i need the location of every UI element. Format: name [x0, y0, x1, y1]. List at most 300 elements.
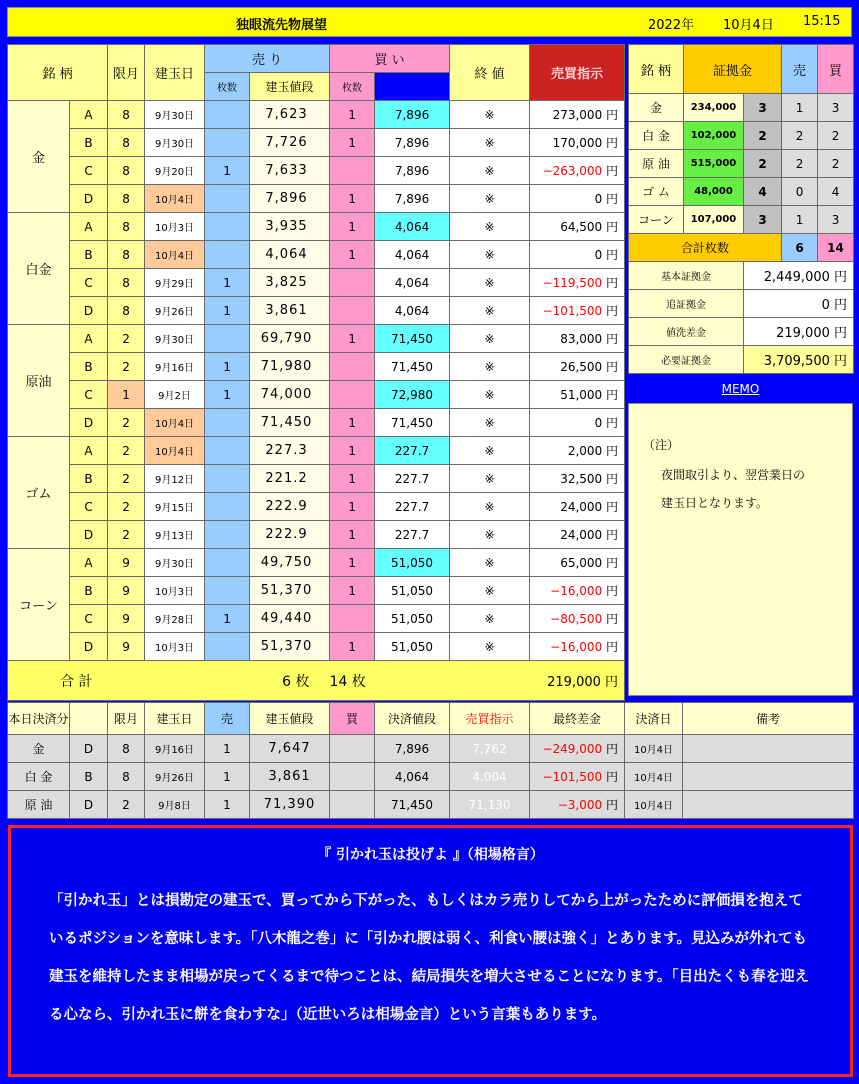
position-diff	[530, 325, 625, 353]
position-mark: ※	[450, 353, 530, 381]
col-kai-maisu: 枚数	[330, 73, 375, 101]
settle-value: 7,896	[375, 735, 450, 763]
positions-table	[7, 44, 625, 701]
col-owarine: 終 値	[450, 45, 530, 101]
total-sell: 6 枚	[145, 661, 330, 701]
position-class: D	[70, 521, 108, 549]
position-mark: ※	[450, 633, 530, 661]
margin-name: 白 金	[629, 122, 684, 150]
position-sell-count: 1	[205, 381, 250, 409]
margin-row	[629, 94, 854, 122]
position-class: C	[70, 605, 108, 633]
position-class: D	[70, 297, 108, 325]
position-diff	[530, 213, 625, 241]
position-price: 51,370	[250, 633, 330, 661]
position-month: 8	[108, 185, 145, 213]
position-class: B	[70, 241, 108, 269]
position-month: 8	[108, 241, 145, 269]
settle-col-1: 限月	[108, 703, 145, 735]
settle-value: 71,450	[375, 791, 450, 819]
position-price: 7,896	[250, 185, 330, 213]
margin-buy: 2	[818, 122, 854, 150]
position-mark: ※	[450, 437, 530, 465]
yen-unit: 円	[606, 472, 619, 486]
settle-sell: 1	[205, 735, 250, 763]
position-buy-count	[330, 157, 375, 185]
position-diff	[530, 605, 625, 633]
position-row	[8, 269, 625, 297]
margin-buy: 4	[818, 178, 854, 206]
settle-col-6: 決済値段	[375, 703, 450, 735]
settle-name: 原 油	[8, 791, 70, 819]
settle-col-kubun	[70, 703, 108, 735]
position-row	[8, 465, 625, 493]
settle-row	[8, 791, 854, 819]
position-close: 7,896	[375, 185, 450, 213]
margin-buy: 2	[818, 150, 854, 178]
yen-unit: 円	[606, 332, 619, 346]
summary-value: 2,449,000 円	[744, 262, 854, 290]
position-sell-count	[205, 409, 250, 437]
position-month: 1	[108, 381, 145, 409]
col-meigara: 銘 柄	[8, 45, 108, 101]
settle-date: 9月16日	[145, 735, 205, 763]
position-close: 4,064	[375, 213, 450, 241]
position-buy-count: 1	[330, 325, 375, 353]
position-diff-value: 273,000	[552, 108, 603, 122]
position-class: A	[70, 325, 108, 353]
position-mark: ※	[450, 157, 530, 185]
position-row	[8, 409, 625, 437]
position-row	[8, 297, 625, 325]
position-month: 9	[108, 577, 145, 605]
header-time: 15:15	[803, 14, 841, 29]
settle-price: 3,861	[250, 763, 330, 791]
position-close: 4,064	[375, 269, 450, 297]
col-tategyokubi: 建玉日	[145, 45, 205, 101]
margin-total-label: 合計枚数	[629, 234, 782, 262]
position-mark: ※	[450, 241, 530, 269]
position-month: 2	[108, 521, 145, 549]
settle-buy	[330, 791, 375, 819]
commodity-name: 金	[8, 101, 70, 213]
position-buy-count: 1	[330, 493, 375, 521]
position-close: 4,064	[375, 241, 450, 269]
position-diff-value: −16,000	[550, 584, 603, 598]
yen-unit: 円	[606, 276, 619, 290]
position-diff-value: 0	[594, 248, 603, 262]
settle-price: 7,647	[250, 735, 330, 763]
yen-unit: 円	[606, 164, 619, 178]
col-uri-maisu: 枚数	[205, 73, 250, 101]
col-uri: 売 り	[205, 45, 330, 73]
position-month: 2	[108, 409, 145, 437]
position-diff	[530, 633, 625, 661]
settle-shiji: 7,762	[450, 735, 530, 763]
yen-unit: 円	[605, 770, 618, 784]
position-mark: ※	[450, 465, 530, 493]
position-diff	[530, 465, 625, 493]
position-mark: ※	[450, 549, 530, 577]
margin-summary-row	[629, 318, 854, 346]
memo-line-1: 夜間取引より、翌営業日の	[661, 468, 806, 482]
position-close: 71,450	[375, 325, 450, 353]
settle-diff-value: −101,500	[542, 770, 603, 784]
settle-shiji: 4,004	[450, 763, 530, 791]
position-diff-value: 0	[594, 192, 603, 206]
position-sell-count: 1	[205, 269, 250, 297]
settle-day: 10月4日	[625, 791, 683, 819]
col-gengetsu: 限月	[108, 45, 145, 101]
position-row	[8, 129, 625, 157]
settle-month: 8	[108, 763, 145, 791]
header-year: 2022年	[648, 18, 695, 33]
position-buy-count: 1	[330, 549, 375, 577]
position-sell-count	[205, 325, 250, 353]
settle-price: 71,390	[250, 791, 330, 819]
position-row	[8, 549, 625, 577]
position-date: 9月13日	[145, 521, 205, 549]
col-baibai-shiji: 売買指示	[530, 45, 625, 101]
margin-row	[629, 178, 854, 206]
margin-row	[629, 122, 854, 150]
margin-amount: 515,000	[684, 150, 744, 178]
margin-sell: 1	[782, 206, 818, 234]
position-class: C	[70, 157, 108, 185]
margin-row	[629, 150, 854, 178]
yen-unit: 円	[606, 500, 619, 514]
margin-amount: 234,000	[684, 94, 744, 122]
settle-col-7: 売買指示	[450, 703, 530, 735]
commodity-name: コーン	[8, 549, 70, 661]
position-month: 2	[108, 465, 145, 493]
settle-col-3: 売	[205, 703, 250, 735]
position-month: 9	[108, 633, 145, 661]
position-class: C	[70, 269, 108, 297]
position-price: 227.3	[250, 437, 330, 465]
position-close: 7,896	[375, 101, 450, 129]
position-month: 8	[108, 297, 145, 325]
position-diff	[530, 409, 625, 437]
margin-total-buy: 14	[818, 234, 854, 262]
memo-link-label[interactable]: MEMO	[721, 382, 760, 396]
position-buy-count	[330, 353, 375, 381]
position-close: 227.7	[375, 465, 450, 493]
position-price: 69,790	[250, 325, 330, 353]
position-row	[8, 437, 625, 465]
yen-unit: 円	[606, 136, 619, 150]
settle-col-8: 最終差金	[530, 703, 625, 735]
position-price: 4,064	[250, 241, 330, 269]
position-diff	[530, 269, 625, 297]
position-mark: ※	[450, 605, 530, 633]
margin-amount: 102,000	[684, 122, 744, 150]
position-row	[8, 605, 625, 633]
position-diff-value: −80,500	[550, 612, 603, 626]
position-diff	[530, 353, 625, 381]
settle-col-10: 備考	[683, 703, 854, 735]
position-close: 71,450	[375, 409, 450, 437]
memo-line-2: 建玉日となります。	[661, 496, 769, 510]
summary-value: 219,000 円	[744, 318, 854, 346]
margin-multiplier: 2	[744, 150, 782, 178]
position-diff-value: 83,000	[560, 332, 603, 346]
position-diff-value: 64,500	[560, 220, 603, 234]
position-class: B	[70, 577, 108, 605]
position-close: 51,050	[375, 577, 450, 605]
settle-date: 9月26日	[145, 763, 205, 791]
position-diff	[530, 129, 625, 157]
position-row	[8, 241, 625, 269]
position-month: 2	[108, 325, 145, 353]
settle-date: 9月8日	[145, 791, 205, 819]
margin-sell: 1	[782, 94, 818, 122]
settle-value: 4,064	[375, 763, 450, 791]
position-mark: ※	[450, 269, 530, 297]
position-mark: ※	[450, 409, 530, 437]
yen-unit: 円	[605, 742, 618, 756]
settle-day: 10月4日	[625, 763, 683, 791]
position-price: 7,726	[250, 129, 330, 157]
position-diff-value: 26,500	[560, 360, 603, 374]
position-date: 9月16日	[145, 353, 205, 381]
position-buy-count: 1	[330, 437, 375, 465]
position-date: 10月4日	[145, 241, 205, 269]
position-month: 8	[108, 269, 145, 297]
position-buy-count	[330, 297, 375, 325]
position-diff	[530, 549, 625, 577]
position-date: 9月20日	[145, 157, 205, 185]
position-class: A	[70, 437, 108, 465]
margin-multiplier: 4	[744, 178, 782, 206]
settle-note	[683, 791, 854, 819]
position-date: 9月30日	[145, 129, 205, 157]
position-diff	[530, 101, 625, 129]
settle-col-2: 建玉日	[145, 703, 205, 735]
position-close: 72,980	[375, 381, 450, 409]
col-kai: 買 い	[330, 45, 450, 73]
position-date: 9月30日	[145, 325, 205, 353]
margin-buy: 3	[818, 94, 854, 122]
position-class: C	[70, 381, 108, 409]
position-sell-count	[205, 213, 250, 241]
settle-month: 2	[108, 791, 145, 819]
settle-class: D	[70, 791, 108, 819]
position-class: C	[70, 493, 108, 521]
position-close: 227.7	[375, 437, 450, 465]
position-class: D	[70, 409, 108, 437]
position-price: 3,861	[250, 297, 330, 325]
yen-unit: 円	[605, 798, 618, 812]
position-sell-count	[205, 129, 250, 157]
position-row	[8, 353, 625, 381]
total-label: 合 計	[8, 661, 145, 701]
yen-unit: 円	[606, 248, 619, 262]
margin-total-sell: 6	[782, 234, 818, 262]
settle-note	[683, 735, 854, 763]
position-buy-count	[330, 605, 375, 633]
position-date: 9月15日	[145, 493, 205, 521]
position-price: 51,370	[250, 577, 330, 605]
settle-shiji: 71,130	[450, 791, 530, 819]
position-mark: ※	[450, 577, 530, 605]
settle-diff	[530, 735, 625, 763]
proverb-body: 「引かれ玉」とは損勘定の建玉で、買ってから下がった、もしくはカラ売りしてから上がったために評価損を抱えているポジションを意味します。「八木龍之巻」に「引かれ腰は弱く、利食い腰は強く」とあります。見込みが外れても建玉を維持したまま相場が戻ってくるまで待つことは、結局損失を増大させることになります。「目出たくも春を迎える心なら、引かれ玉に餅を食わすな」（近世いろは相場金言）という言葉もあります。	[49, 893, 810, 1023]
position-month: 9	[108, 605, 145, 633]
settle-row	[8, 763, 854, 791]
proverb-panel	[8, 825, 853, 1077]
memo-panel	[628, 403, 853, 696]
position-row	[8, 157, 625, 185]
margin-multiplier: 3	[744, 94, 782, 122]
margin-col-meigara: 銘 柄	[629, 45, 684, 94]
commodity-name: 原油	[8, 325, 70, 437]
position-date: 9月2日	[145, 381, 205, 409]
yen-unit: 円	[606, 304, 619, 318]
margin-summary-row	[629, 346, 854, 374]
position-close: 51,050	[375, 633, 450, 661]
summary-label: 必要証拠金	[629, 346, 744, 374]
position-price: 7,633	[250, 157, 330, 185]
settle-diff	[530, 791, 625, 819]
position-buy-count: 1	[330, 185, 375, 213]
position-month: 2	[108, 437, 145, 465]
settlement-table	[7, 702, 854, 819]
yen-unit: 円	[606, 612, 619, 626]
position-month: 8	[108, 129, 145, 157]
position-close: 7,896	[375, 157, 450, 185]
margin-name: コーン	[629, 206, 684, 234]
position-class: B	[70, 465, 108, 493]
position-diff	[530, 521, 625, 549]
position-price: 49,750	[250, 549, 330, 577]
margin-amount: 48,000	[684, 178, 744, 206]
proverb-title: 『 引かれ玉は投げよ 』（相場格言）	[317, 847, 544, 863]
position-sell-count	[205, 241, 250, 269]
position-month: 2	[108, 353, 145, 381]
settle-class: D	[70, 735, 108, 763]
position-diff-value: 65,000	[560, 556, 603, 570]
position-date: 9月12日	[145, 465, 205, 493]
position-sell-count	[205, 493, 250, 521]
position-class: B	[70, 129, 108, 157]
position-mark: ※	[450, 101, 530, 129]
margin-name: 原 油	[629, 150, 684, 178]
position-diff-value: −101,500	[542, 304, 603, 318]
position-price: 222.9	[250, 493, 330, 521]
position-month: 8	[108, 157, 145, 185]
position-row	[8, 577, 625, 605]
position-row	[8, 633, 625, 661]
yen-unit: 円	[606, 220, 619, 234]
settle-sell: 1	[205, 791, 250, 819]
position-sell-count	[205, 437, 250, 465]
position-close: 4,064	[375, 297, 450, 325]
position-buy-count	[330, 381, 375, 409]
position-date: 10月3日	[145, 633, 205, 661]
commodity-name: ゴム	[8, 437, 70, 549]
position-price: 7,623	[250, 101, 330, 129]
settle-name: 白 金	[8, 763, 70, 791]
margin-col-uri: 売	[782, 45, 818, 94]
position-date: 10月4日	[145, 409, 205, 437]
memo-link[interactable]	[628, 379, 853, 401]
total-diff: 219,000 円	[450, 661, 625, 701]
position-row	[8, 381, 625, 409]
position-buy-count: 1	[330, 577, 375, 605]
position-sell-count	[205, 185, 250, 213]
summary-label: 値洗差金	[629, 318, 744, 346]
position-class: B	[70, 353, 108, 381]
position-date: 10月3日	[145, 213, 205, 241]
margin-name: ゴ ム	[629, 178, 684, 206]
settle-sell: 1	[205, 763, 250, 791]
margin-row	[629, 206, 854, 234]
settle-col-4: 建玉値段	[250, 703, 330, 735]
position-row	[8, 101, 625, 129]
position-close: 7,896	[375, 129, 450, 157]
position-row	[8, 521, 625, 549]
margin-buy: 3	[818, 206, 854, 234]
yen-unit: 円	[606, 360, 619, 374]
position-buy-count: 1	[330, 101, 375, 129]
position-price: 3,935	[250, 213, 330, 241]
position-close: 51,050	[375, 605, 450, 633]
margin-multiplier: 3	[744, 206, 782, 234]
position-close: 227.7	[375, 521, 450, 549]
position-class: D	[70, 185, 108, 213]
position-date: 9月28日	[145, 605, 205, 633]
position-mark: ※	[450, 297, 530, 325]
position-price: 74,000	[250, 381, 330, 409]
yen-unit: 円	[606, 416, 619, 430]
position-close: 71,450	[375, 353, 450, 381]
margin-sell: 2	[782, 150, 818, 178]
position-sell-count	[205, 577, 250, 605]
settle-diff	[530, 763, 625, 791]
position-diff	[530, 157, 625, 185]
position-row	[8, 325, 625, 353]
margin-sell: 2	[782, 122, 818, 150]
position-mark: ※	[450, 381, 530, 409]
position-price: 221.2	[250, 465, 330, 493]
settle-class: B	[70, 763, 108, 791]
position-sell-count: 1	[205, 353, 250, 381]
position-sell-count: 1	[205, 157, 250, 185]
position-mark: ※	[450, 325, 530, 353]
position-price: 49,440	[250, 605, 330, 633]
header-date: 10月4日	[723, 18, 774, 33]
yen-unit: 円	[606, 388, 619, 402]
position-close: 51,050	[375, 549, 450, 577]
position-diff-value: 32,500	[560, 472, 603, 486]
settle-diff-value: −3,000	[557, 798, 603, 812]
position-row	[8, 213, 625, 241]
margin-col-kai: 買	[818, 45, 854, 94]
position-sell-count	[205, 549, 250, 577]
position-diff	[530, 185, 625, 213]
position-buy-count: 1	[330, 129, 375, 157]
position-class: A	[70, 101, 108, 129]
yen-unit: 円	[606, 640, 619, 654]
position-buy-count: 1	[330, 521, 375, 549]
yen-unit: 円	[606, 444, 619, 458]
settle-col-5: 買	[330, 703, 375, 735]
position-buy-count: 1	[330, 213, 375, 241]
col-tategyoku-nedan: 建玉値段	[250, 73, 330, 101]
summary-value: 3,709,500 円	[744, 346, 854, 374]
position-class: D	[70, 633, 108, 661]
